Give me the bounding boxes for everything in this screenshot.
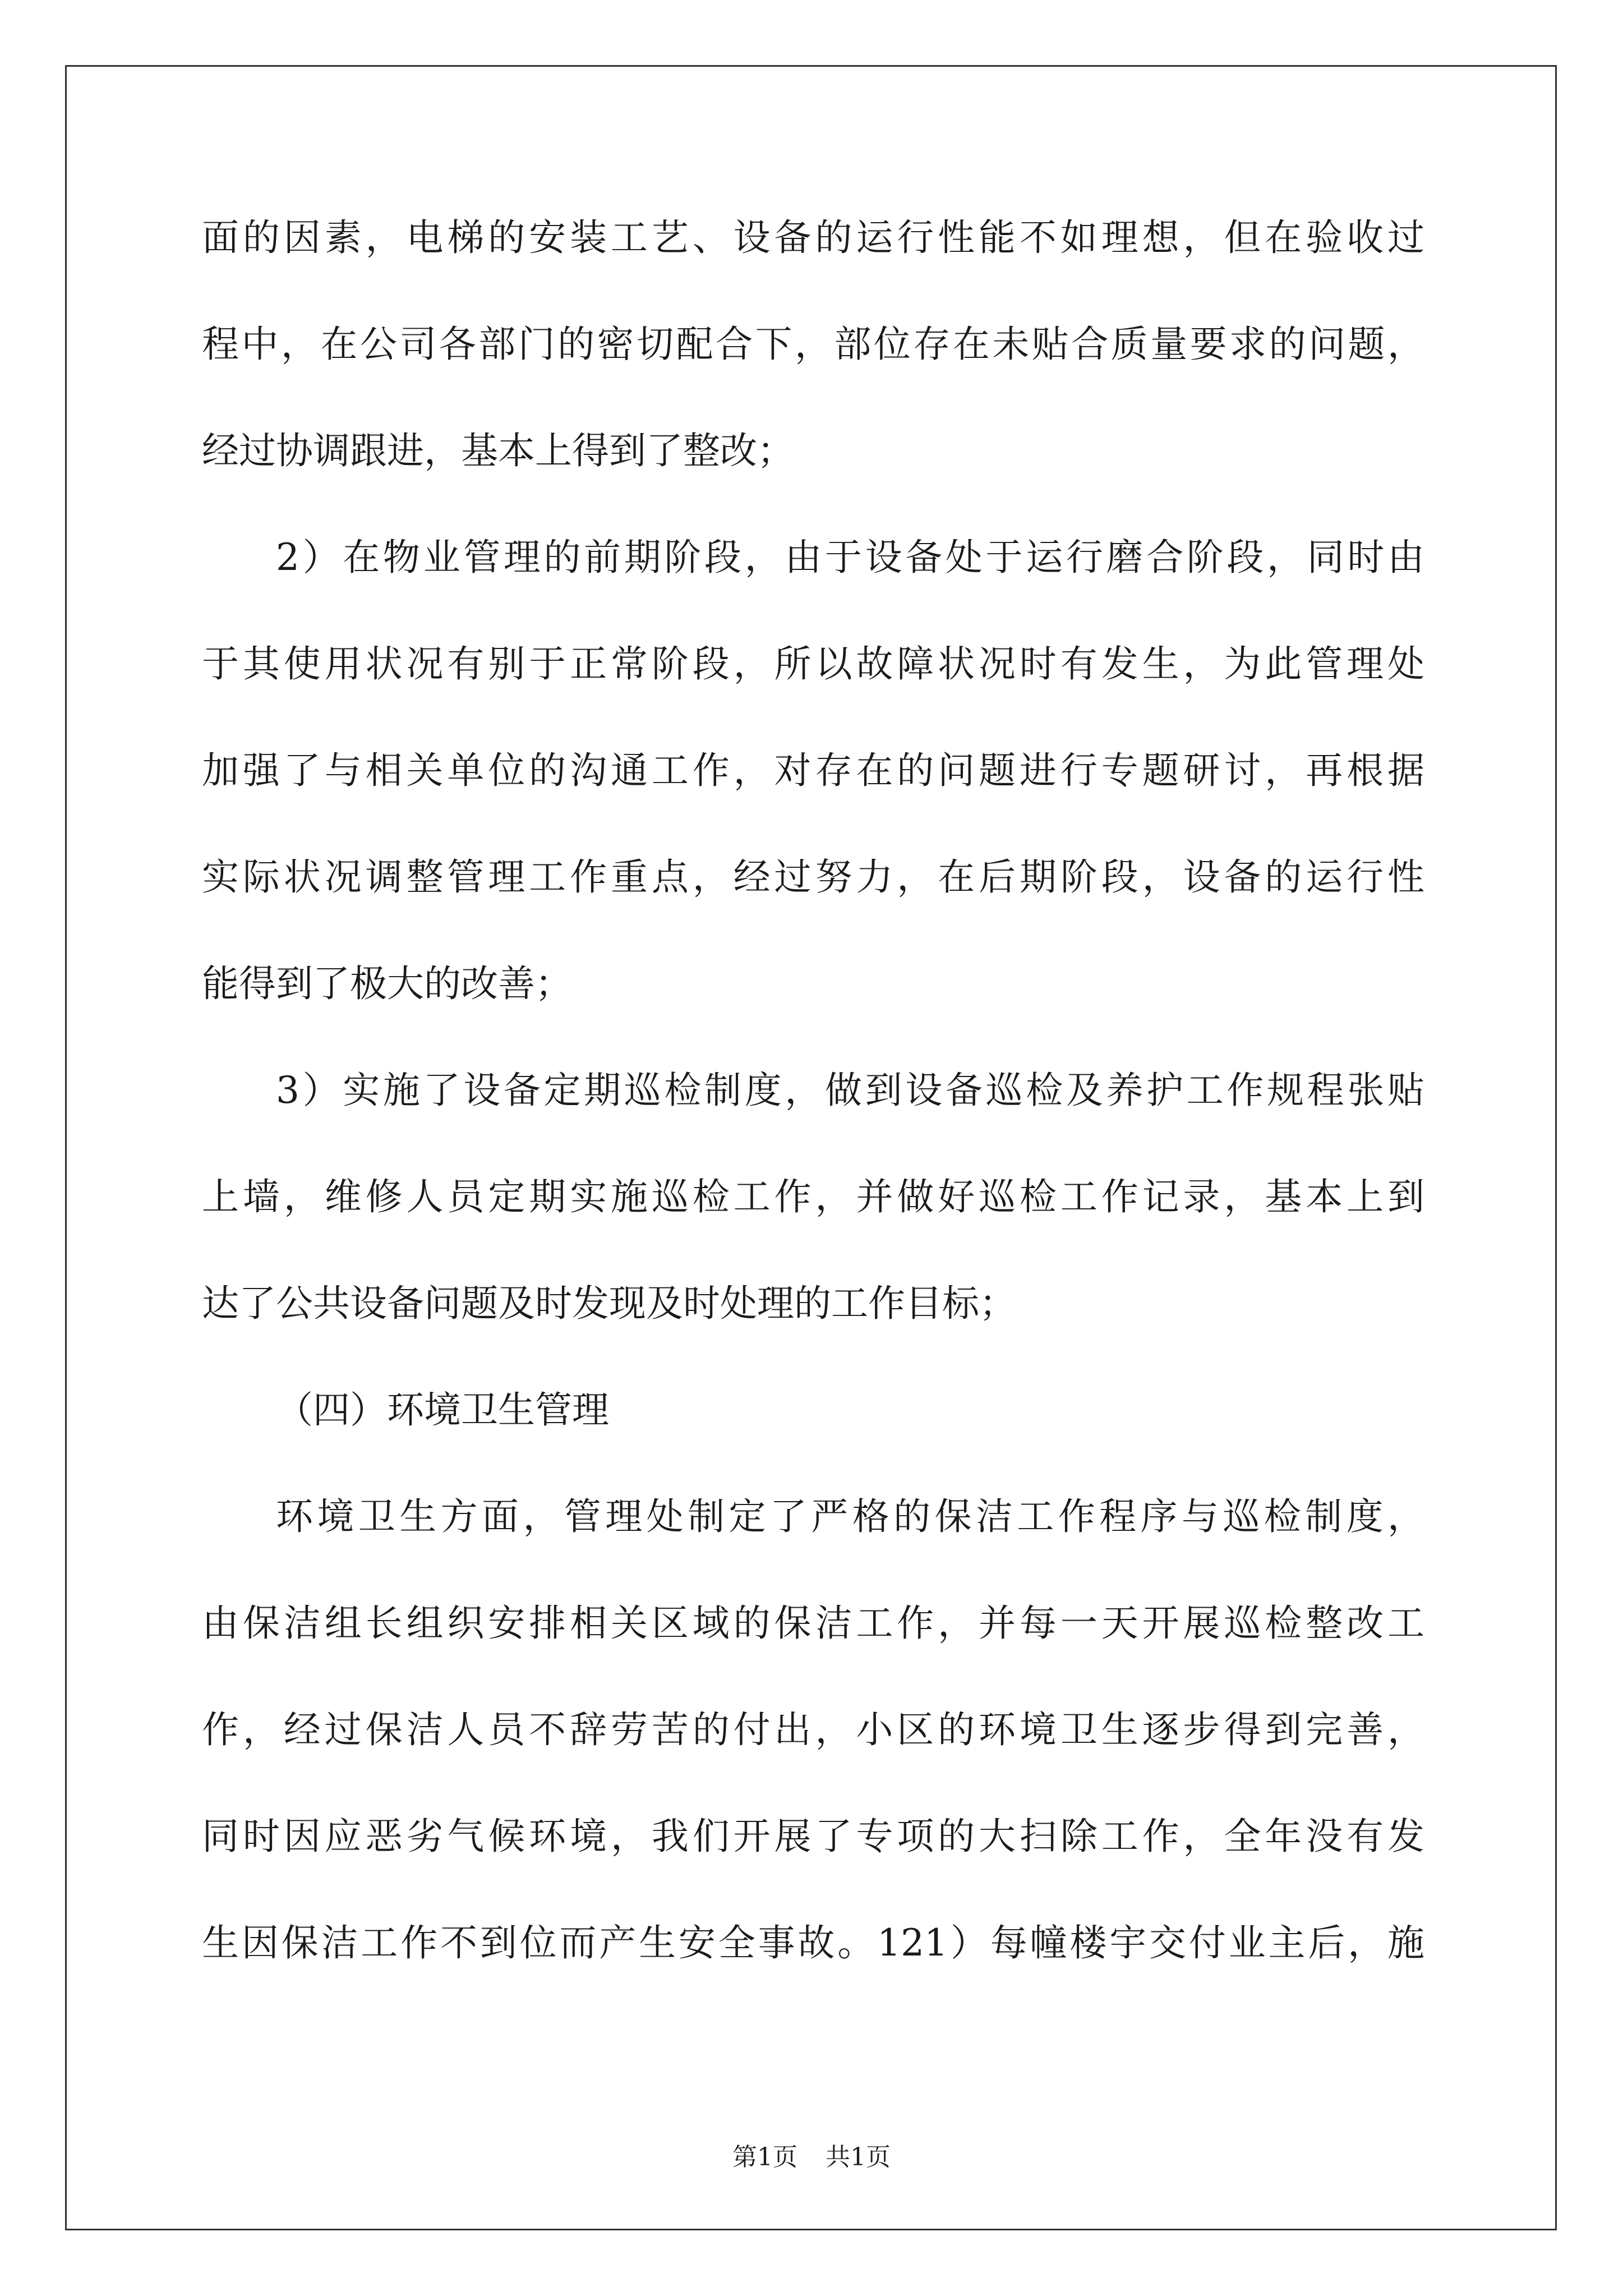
text-line: 达了公共设备问题及时发现及时处理的工作目标； — [202, 1282, 1016, 1325]
text-line: 环境卫生方面，管理处制定了严格的保洁工作程序与巡检制度， — [276, 1495, 1424, 1538]
section-heading: （四）环境卫生管理 — [276, 1388, 609, 1432]
text-line: 程中，在公司各部门的密切配合下，部位存在未贴合质量要求的问题， — [202, 323, 1424, 366]
text-line: 能得到了极大的改善； — [202, 962, 572, 1005]
page-footer — [0, 2141, 1623, 2174]
text-line: 加强了与相关单位的沟通工作，对存在的问题进行专题研讨，再根据 — [202, 749, 1424, 792]
text-line: 生因保洁工作不到位而产生安全事故。121）每幢楼宇交付业主后，施 — [202, 1921, 1424, 1964]
text-line: 面的因素，电梯的安装工艺、设备的运行性能不如理想，但在验收过 — [202, 216, 1424, 259]
text-line: 于其使用状况有别于正常阶段，所以故障状况时有发生，为此管理处 — [202, 642, 1424, 685]
text-line: 实际状况调整管理工作重点，经过努力，在后期阶段，设备的运行性 — [202, 855, 1424, 899]
text-line: 2）在物业管理的前期阶段，由于设备处于运行磨合阶段，同时由 — [276, 536, 1424, 579]
page-border — [65, 65, 1557, 2230]
text-line: 经过协调跟进，基本上得到了整改； — [202, 429, 794, 472]
page-number: 第1页 — [732, 2143, 797, 2171]
text-line: 由保洁组长组织安排相关区域的保洁工作，并每一天开展巡检整改工 — [202, 1602, 1424, 1645]
page-total: 共1页 — [826, 2143, 891, 2171]
text-line: 同时因应恶劣气候环境，我们开展了专项的大扫除工作，全年没有发 — [202, 1815, 1424, 1858]
text-line: 3）实施了设备定期巡检制度，做到设备巡检及养护工作规程张贴 — [276, 1069, 1424, 1112]
text-line: 作，经过保洁人员不辞劳苦的付出，小区的环境卫生逐步得到完善， — [202, 1708, 1424, 1751]
text-line: 上墙，维修人员定期实施巡检工作，并做好巡检工作记录，基本上到 — [202, 1175, 1424, 1218]
